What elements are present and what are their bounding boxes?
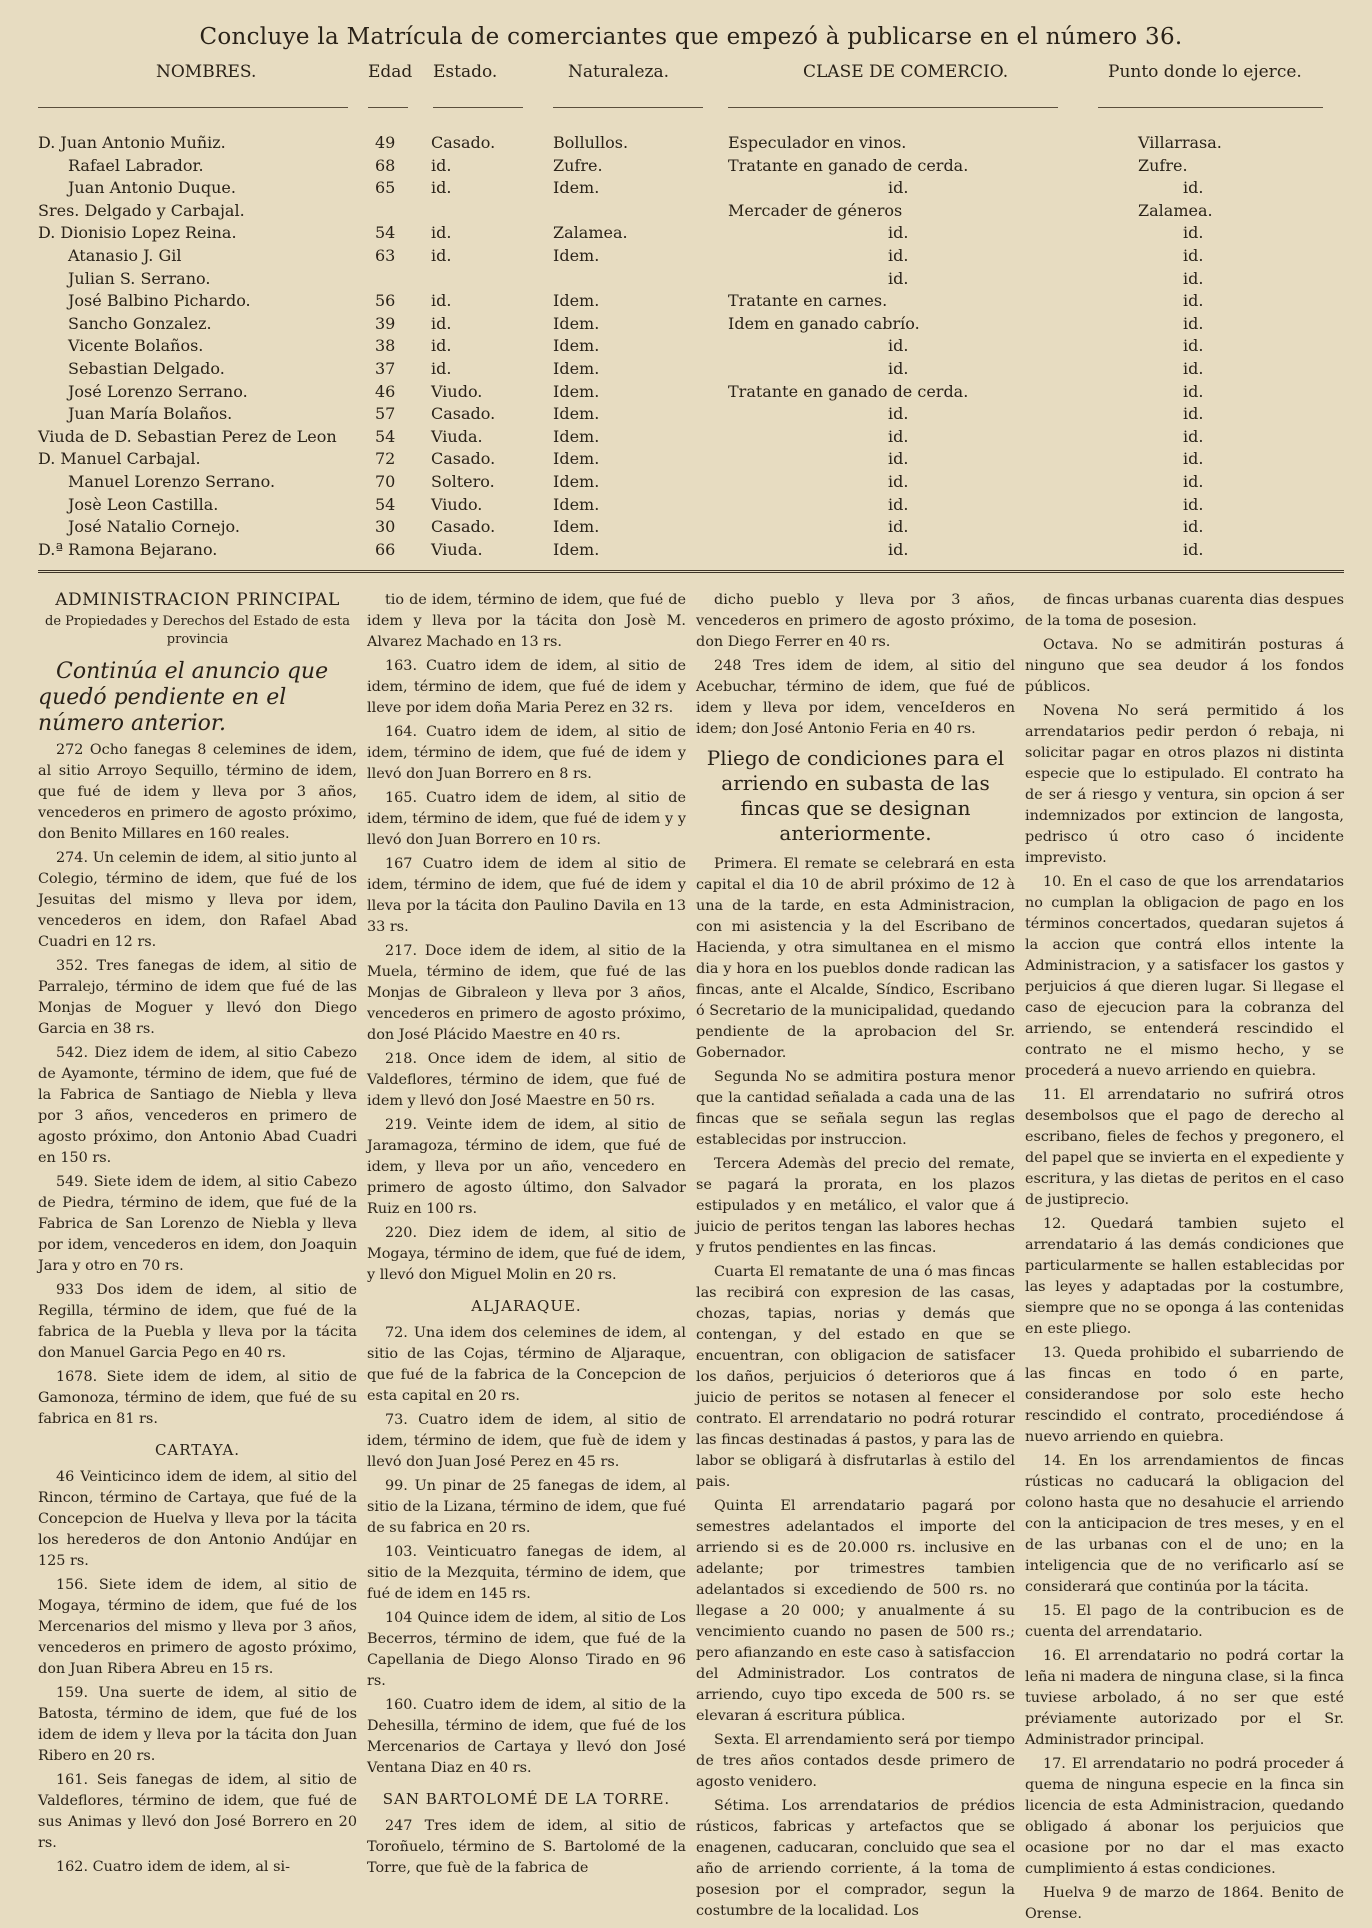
header-rule	[728, 107, 1058, 108]
cell-nat: Idem.	[553, 426, 600, 446]
cell-clase: id.	[888, 268, 909, 288]
cell-clase: Tratante en ganado de cerda.	[728, 381, 969, 401]
column-4	[1025, 590, 1344, 1928]
cell-nombre: Josè Leon Castilla.	[68, 494, 219, 514]
cell-estado: Casado.	[431, 404, 496, 424]
cell-edad: 70	[375, 472, 396, 491]
cell-edad: 54	[375, 494, 396, 514]
cell-nat: Idem.	[553, 291, 600, 311]
paragraph: 217. Doce idem de idem, al sitio de la Muela, término de idem, que fué de las Monjas de Gibraleon y lleva por 3 años, vencederos en primero de agosto próximo, don José Plácido Maestre en 40 rs.	[367, 943, 686, 1043]
cell-estado: id.	[431, 246, 452, 265]
cell-estado: id.	[431, 313, 452, 333]
continua-heading: Continúa el anuncio que quedó pendiente en el número anterior.	[38, 659, 329, 736]
col1-paras2	[38, 1467, 357, 1878]
cell-nat: Idem.	[553, 404, 600, 424]
paragraph: Sétima. Los arrendatarios de prédios rústicos, fabricas y artefactos que se enagenen, caducaran, concluido que sea el año de arriendo corriente, á la toma de posesion por el comprador, segun la costumbre de la localidad. Los	[696, 1798, 1015, 1919]
paragraph: Segunda No se admitira postura menor que la cantidad señalada a cada una de las fincas que se señala segun las reglas establecidas por instruccion.	[696, 1069, 1015, 1148]
header-nombres: NOMBRES.	[156, 62, 257, 82]
paragraph: 164. Cuatro idem de idem, al sitio de idem, término de idem, que fué de idem y llevó don Juan Borrero en 8 rs.	[367, 724, 686, 782]
cell-punto: id.	[1183, 268, 1204, 288]
cell-edad: 49	[375, 133, 396, 152]
cell-nombre: D.ª Ramona Bejarano.	[38, 539, 218, 559]
cell-nat: Idem.	[553, 359, 600, 378]
column-3	[696, 590, 1015, 1928]
cell-nombre: Vicente Bolaños.	[68, 336, 204, 356]
header-rule	[1098, 107, 1323, 108]
cell-punto: Zufre.	[1138, 155, 1188, 175]
signature: Huelva 9 de marzo de 1864. Benito de Orense.	[1025, 1885, 1344, 1922]
cell-nat: Bollullos.	[553, 133, 629, 152]
paragraph: tio de idem, término de idem, que fué de idem y lleva por la tácita don Josè M. Alvarez Machado en 13 rs.	[367, 592, 686, 650]
cell-punto: id.	[1183, 449, 1204, 469]
cell-edad: 39	[375, 313, 396, 333]
paragraph: 160. Cuatro idem de idem, al sitio de la Dehesilla, término de idem, que fué de los Mercenarios de Cartaya y llevó don José Ventana Diaz en 40 rs.	[367, 1697, 686, 1776]
paragraph: 14. En los arrendamientos de fincas rústicas no caducará la obligacion del colono hasta que no desahucie el arriendo con la anticipacion de tres meses, y en el de las urbanas con el de uno; en la inteligencia que de no verificarlo así se considerará que continúa por la tácita.	[1025, 1453, 1344, 1595]
cell-clase: Tratante en ganado de cerda.	[728, 155, 969, 175]
cell-nombre: Sres. Delgado y Carbajal.	[38, 200, 245, 220]
cell-nombre: Rafael Labrador.	[68, 155, 204, 175]
col3-paras	[696, 590, 1015, 740]
cell-edad: 54	[375, 223, 396, 243]
text-columns	[38, 590, 1344, 1928]
cell-nombre: Sancho Gonzalez.	[68, 313, 212, 333]
cell-clase: id.	[888, 449, 909, 469]
cell-edad: 56	[375, 291, 396, 311]
double-rule	[38, 570, 1344, 573]
header-punto: Punto donde lo ejerce.	[1108, 62, 1302, 82]
cell-edad: 57	[375, 404, 396, 424]
header-naturaleza: Naturaleza.	[568, 62, 670, 82]
cell-nat: Idem.	[553, 517, 600, 537]
cell-nombre: D. Juan Antonio Muñiz.	[38, 133, 226, 152]
paragraph: 549. Siete idem de idem, al sitio Cabezo de Piedra, término de idem, que fué de la Fabrica de San Lorenzo de Niebla y lleva por idem, vencederos en idem, don Joaquin Jara y otro en 70 rs.	[38, 1174, 357, 1274]
cell-nat: Idem.	[553, 246, 600, 265]
cell-punto: id.	[1183, 223, 1204, 243]
merchant-register	[38, 62, 1344, 582]
cell-punto: Zalamea.	[1138, 200, 1213, 220]
cell-clase: id.	[888, 539, 909, 559]
paragraph: 218. Once idem de idem, al sitio de Valdeflores, término de idem, que fué de idem y llevó don José Maestre en 50 rs.	[367, 1051, 686, 1109]
cell-edad: 72	[375, 449, 396, 469]
col2-paras3	[367, 1816, 686, 1879]
cell-estado: id.	[431, 291, 452, 311]
cell-edad: 68	[375, 155, 396, 175]
cell-nat: Idem.	[553, 336, 600, 356]
paragraph: 247 Tres idem de idem, al sitio de Toroñuelo, término de S. Bartolomé de la Torre, que fuè de la fabrica de	[367, 1818, 686, 1876]
paragraph: 103. Veinticuatro fanegas de idem, al sitio de la Mezquita, término de idem, que fué de idem en 145 rs.	[367, 1544, 686, 1602]
cell-punto: id.	[1183, 178, 1204, 198]
cell-punto: id.	[1183, 426, 1204, 446]
cell-nombre: Manuel Lorenzo Serrano.	[68, 472, 276, 491]
cell-estado: Viudo.	[431, 494, 483, 514]
cell-estado: Casado.	[431, 449, 496, 469]
cell-nombre: José Natalio Cornejo.	[68, 517, 240, 537]
cell-nat: Zufre.	[553, 155, 603, 175]
cell-nat: Idem.	[553, 313, 600, 333]
cell-nat: Idem.	[553, 539, 600, 559]
cell-nat: Idem.	[553, 178, 600, 198]
cell-edad: 30	[375, 517, 396, 537]
paragraph: 11. El arrendatario no sufrirá otros desembolsos que el pago de derecho al escribano, fieles de fechos y pregonero, el del papel que se invierta en el expediente y escritura, y las dietas de peritos en el caso de justiprecio.	[1025, 1087, 1344, 1208]
header-rule	[38, 107, 348, 108]
paragraph: 1678. Siete idem de idem, al sitio de Gamonoza, término de idem, que fué de su fabrica en 81 rs.	[38, 1369, 357, 1427]
header-rule	[433, 107, 523, 108]
paragraph: 274. Un celemin de idem, al sitio junto al Colegio, término de idem, que fué de los Jesuitas del mismo y lleva por idem, vencederos en idem, don Rafael Abad Cuadri en 12 rs.	[38, 850, 357, 950]
cell-clase: id.	[888, 246, 909, 265]
paragraph: 99. Un pinar de 25 fanegas de idem, al sitio de la Lizana, término de idem, que fué de su fabrica en 20 rs.	[367, 1478, 686, 1536]
cell-clase: Idem en ganado cabrío.	[728, 313, 920, 333]
column-1	[38, 590, 357, 1928]
cell-punto: id.	[1183, 336, 1204, 356]
cell-estado: id.	[431, 155, 452, 175]
cell-nombre: Viuda de D. Sebastian Perez de Leon	[38, 426, 337, 446]
cell-estado: id.	[431, 223, 452, 243]
cell-punto: id.	[1183, 246, 1204, 265]
paragraph: 162. Cuatro idem de idem, al si-	[56, 1859, 290, 1875]
paragraph: 220. Diez idem de idem, al sitio de Mogaya, término de idem, que fué de idem, y llevó don Miguel Molin en 20 rs.	[367, 1225, 686, 1283]
paragraph: 248 Tres idem de idem, al sitio del Acebuchar, término de idem, que fué de idem y lleva por idem, venceIderos en idem; don José Antonio Feria en 40 rs.	[696, 658, 1015, 737]
paragraph: 159. Una suerte de idem, al sitio de Batosta, término de idem, que fué de los idem de idem y lleva por la tácita don Juan Ribero en 20 rs.	[38, 1685, 357, 1764]
cell-clase: id.	[888, 336, 909, 356]
cell-estado: id.	[431, 178, 452, 198]
cell-clase: Mercader de géneros	[728, 200, 903, 220]
cell-edad: 38	[375, 336, 396, 356]
cell-nat: Idem.	[553, 449, 600, 469]
paragraph: Octava. No se admitirán posturas á ninguno que sea deudor á los fondos públicos.	[1025, 637, 1344, 695]
paragraph: 163. Cuatro idem de idem, al sitio de idem, término de idem, que fué de idem y lleve por idem doña Maria Perez en 32 rs.	[367, 658, 686, 716]
cell-edad: 63	[375, 246, 396, 265]
paragraph: 73. Cuatro idem de idem, al sitio de idem, término de idem, que fuè de idem y llevó don Juan José Perez en 45 rs.	[367, 1412, 686, 1470]
paragraph: Primera. El remate se celebrará en esta capital el dia 10 de abril próximo de 12 à una de la tarde, en esta Administracion, con mi asistencia y la del Escribano de Hacienda, y otra simultanea en el mismo dia y hora en los pueblos donde radican las fincas, ante el Alcalde, Síndico, Escribano ó Secretario de la municipalidad, quedando pendiente de la aprobacion del Sr. Gobernador.	[696, 856, 1015, 1061]
cell-nat: Idem.	[553, 494, 600, 514]
cell-nat: Idem.	[553, 381, 600, 401]
col4-paras	[1025, 590, 1344, 1880]
paragraph: 542. Diez idem de idem, al sitio Cabezo de Ayamonte, término de idem, que fué de la Fabrica de Santiago de Niebla y lleva por 3 años, vencederos en primero de agosto próximo, don Antonio Abad Cuadri en 150 rs.	[38, 1045, 357, 1166]
paragraph: de fincas urbanas cuarenta dias despues de la toma de posesion.	[1025, 592, 1344, 629]
cell-clase: Especulador en vinos.	[728, 133, 907, 152]
paragraph: 10. En el caso de que los arrendatarios no cumplan la obligacion de pago en los términos concertados, quedaran sujetos á la accion que contrá ellos intente la Administracion, y a satisfacer los gastos y perjuicios á que dieren lugar. Si llegase el caso de ejecucion para la cobranza del arriendo, se entenderá rescindido el contrato ne el mismo hecho, y se procederá a nuevo arriendo en quiebra.	[1025, 874, 1344, 1079]
col2-paras2	[367, 1323, 686, 1779]
page-title: Concluye la Matrícula de comerciantes que empezó à publicarse en el número 36.	[199, 24, 1183, 50]
header-rule	[368, 107, 408, 108]
cell-clase: id.	[888, 178, 909, 198]
cell-nombre: Juan Antonio Duque.	[68, 178, 236, 198]
cell-punto: Villarrasa.	[1138, 133, 1222, 152]
paragraph: Sexta. El arrendamiento será por tiempo de tres años contados desde primero de agosto venidero.	[696, 1732, 1015, 1790]
paragraph: 933 Dos idem de idem, al sitio de Regilla, término de idem, que fué de la fabrica de la Puebla y lleva por la tácita don Manuel Garcia Pego en 40 rs.	[38, 1282, 357, 1361]
cell-nombre: Juan María Bolaños.	[68, 404, 233, 424]
cell-nombre: José Balbino Pichardo.	[68, 291, 251, 311]
header-estado: Estado.	[433, 62, 498, 82]
paragraph: 219. Veinte idem de idem, al sitio de Jaramagoza, término de idem, que fué de idem, y lleva por un año, vencedero en primero de agosto último, don Salvador Ruiz en 100 rs.	[367, 1117, 686, 1217]
admin-heading: ADMINISTRACION PRINCIPAL	[55, 590, 340, 610]
cell-estado: Casado.	[431, 517, 496, 537]
paragraph: 167 Cuatro idem de idem al sitio de idem, término de idem, que fué de idem y lleva por la tácita don Paulino Davila en 13 33 rs.	[367, 856, 686, 935]
paragraph: Quinta El arrendatario pagará por semestres adelantados el importe del arriendo si es de 20.000 rs. inclusive en adelante; por trimestres tambien adelantados si excediendo de 500 rs. no llegase a 20 000; y anualmente á su vencimiento cuando no pasen de 500 rs.; pero afianzando en este caso à satisfaccion del Administrador. Los contratos de arriendo, cuyo tipo exceda de 500 rs. se elevaran á escritura pública.	[696, 1498, 1015, 1724]
paragraph: 104 Quince idem de idem, al sitio de Los Becerros, término de idem, que fué de la Capellania de Diego Alonso Tirado en 96 rs.	[367, 1610, 686, 1689]
cell-clase: id.	[888, 494, 909, 514]
cell-nat: Zalamea.	[553, 223, 628, 243]
cell-punto: id.	[1183, 404, 1204, 424]
cell-estado: id.	[431, 359, 452, 378]
cell-nat: Idem.	[553, 472, 600, 491]
cell-nombre: D. Manuel Carbajal.	[38, 449, 201, 469]
cell-edad: 66	[375, 539, 396, 559]
cell-estado: Casado.	[431, 133, 496, 152]
cell-clase: id.	[888, 517, 909, 537]
cell-nombre: Atanasio J. Gil	[68, 246, 182, 265]
col2-paras	[367, 590, 686, 1286]
col1-paras	[38, 740, 357, 1430]
paragraph: 165. Cuatro idem de idem, al sitio de idem, término de idem, que fué de idem y y llevó don Juan Borrero en 10 rs.	[367, 790, 686, 848]
cell-clase: id.	[888, 359, 909, 378]
paragraph: Tercera Ademàs del precio del remate, se pagará la prorata, en los plazos estipulados y en metálico, el valor que á juicio de peritos tengan las labores hechas y frutos pendientes en las fincas.	[696, 1156, 1015, 1256]
paragraph: Cuarta El rematante de una ó mas fincas las recibirá con expresion de las casas, chozas, tapias, norias y demás que contengan, y del estado en que se encuentran, con obligacion de satisfacer los daños, perjuicios ó deterioros que á juicio de peritos se notasen al fenecer el contrato. El arrendatario no podrá roturar las fincas destinadas á pastos, y para las de labor se obligará à disfrutarlas à estilo del pais.	[696, 1264, 1015, 1490]
cell-punto: id.	[1183, 472, 1204, 491]
cell-nombre: Julian S. Serrano.	[68, 268, 211, 288]
column-2	[367, 590, 686, 1928]
paragraph: 17. El arrendatario no podrá proceder á quema de ninguna especie en la finca sin licencia de esta Administracion, quedando obligado á abonar los perjuicios que ocasione por no dar el mas exacto cumplimiento á estas condiciones.	[1025, 1756, 1344, 1877]
pliego-heading: Pliego de condiciones para el arriendo en subasta de las fincas que se designan anteriormente.	[706, 746, 1005, 845]
cell-clase: id.	[888, 223, 909, 243]
paragraph: Novena No será permitido á los arrendatarios pedir perdon ó rebaja, ni solicitar pagar en otros plazos ni distinta especie que lo estipulado. El contrato ha de ser á riesgo y ventura, sin opcion á ser indemnizados por extincion de langosta, pedrisco ú otro caso ó incidente imprevisto.	[1025, 703, 1344, 866]
cell-punto: id.	[1183, 381, 1204, 401]
section-cartaya: CARTAYA.	[154, 1441, 241, 1459]
cell-punto: id.	[1183, 313, 1204, 333]
cell-punto: id.	[1183, 359, 1204, 378]
paragraph: 72. Una idem dos celemines de idem, al sitio de las Cojas, término de Aljaraque, que fué de la fabrica de la Concepcion de esta capital en 20 rs.	[367, 1325, 686, 1404]
col3-paras2	[696, 854, 1015, 1922]
paragraph: 352. Tres fanegas de idem, al sitio de Parralejo, término de idem que fué de las Monjas de Moguer y llevó don Diego Garcia en 38 rs.	[38, 958, 357, 1037]
paragraph: dicho pueblo y lleva por 3 años, vencederos en primero de agosto próximo, don Diego Ferrer en 40 rs.	[696, 592, 1015, 650]
header-rule	[553, 107, 703, 108]
section-san-bartolome: SAN BARTOLOMÉ DE LA TORRE.	[382, 1790, 671, 1808]
cell-punto: id.	[1183, 291, 1204, 311]
paragraph: 156. Siete idem de idem, al sitio de Mogaya, término de idem, que fué de los Mercenarios del mismo y lleva por 3 años, vencederos en primero de agosto próximo, don Juan Ribera Abreu en 15 rs.	[38, 1577, 357, 1677]
paragraph: 46 Veinticinco idem de idem, al sitio del Rincon, término de Cartaya, que fué de la Concepcion de Huelva y lleva por la tácita los herederos de don Antonio Andújar en 125 rs.	[38, 1469, 357, 1569]
paragraph: 15. El pago de la contribucion es de cuenta del arrendatario.	[1025, 1603, 1344, 1640]
cell-edad: 65	[375, 178, 396, 198]
cell-edad: 37	[375, 359, 396, 378]
admin-subheading: de Propiedades y Derechos del Estado de esta provincia	[45, 614, 350, 647]
paragraph: 16. El arrendatario no podrá cortar la leña ni madera de ninguna clase, si la finca tuviese arbolado, á no ser que esté préviamente autorizado por el Sr. Administrador principal.	[1025, 1648, 1344, 1748]
paragraph: 13. Queda prohibido el subarriendo de las fincas en todo ó en parte, considerandose por solo este hecho rescindido el contrato, procediéndose á nuevo arriendo en quiebra.	[1025, 1345, 1344, 1445]
header-clase: CLASE DE COMERCIO.	[803, 62, 1009, 82]
cell-clase: Tratante en carnes.	[728, 291, 888, 311]
cell-edad: 54	[375, 426, 396, 446]
cell-nombre: D. Dionisio Lopez Reina.	[38, 223, 237, 243]
cell-estado: Viudo.	[431, 381, 483, 401]
cell-clase: id.	[888, 472, 909, 491]
cell-nombre: José Lorenzo Serrano.	[68, 381, 248, 401]
paragraph: 161. Seis fanegas de idem, al sitio de Valdeflores, término de idem, que fué de sus Animas y llevó don José Borrero en 20 rs.	[38, 1772, 357, 1851]
cell-nombre: Sebastian Delgado.	[68, 359, 225, 378]
cell-punto: id.	[1183, 539, 1204, 559]
cell-estado: Viuda.	[431, 539, 483, 559]
cell-punto: id.	[1183, 494, 1204, 514]
cell-estado: Viuda.	[431, 426, 483, 446]
paragraph: 272 Ocho fanegas 8 celemines de idem, al sitio Arroyo Sequillo, término de idem, que fué de idem y lleva por 3 años, vencederos en primero de agosto próximo, don Benito Millares en 160 reales.	[38, 742, 357, 842]
cell-clase: id.	[888, 426, 909, 446]
cell-clase: id.	[888, 404, 909, 424]
cell-estado: Soltero.	[431, 472, 495, 491]
cell-punto: id.	[1183, 517, 1204, 537]
cell-estado: id.	[431, 336, 452, 356]
cell-edad: 46	[375, 381, 396, 401]
section-aljaraque: ALJARAQUE.	[471, 1297, 582, 1315]
paragraph: 12. Quedará tambien sujeto el arrendatario á las demás condiciones que particularmente se hallen establecidas por las leyes y adaptadas por la costumbre, siempre que no se oponga á las contenidas en este pliego.	[1025, 1216, 1344, 1337]
header-edad: Edad	[368, 62, 413, 82]
